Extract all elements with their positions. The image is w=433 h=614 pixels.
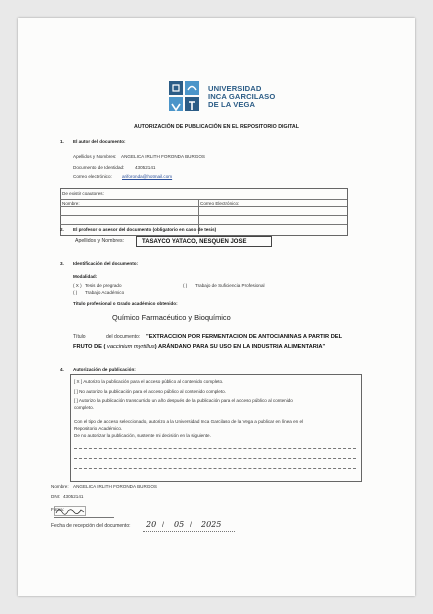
footer-signature-label: Firma: [51, 507, 65, 512]
auth-option2: [ ] No autorizo la publicación para el acceso público al contenido completo. [74, 389, 226, 394]
modality-option3-mark: ( ) [73, 290, 78, 295]
logo-line2: INCA GARCILASO [208, 92, 276, 102]
doc-title-sublabel: del documento: [106, 334, 141, 340]
degree-label: Título profesional o Grado académico obtenido: [73, 301, 178, 306]
footer-dni-value: 43052141 [63, 494, 84, 499]
handwritten-signature [54, 506, 86, 516]
date-separator: / [190, 522, 192, 529]
doc-title-line2 [73, 344, 325, 350]
auth-option1: [ X ] Autorizo la publicación para el acceso público al contenido completo. [74, 379, 224, 384]
coauthors-title: De existir coautores: [62, 191, 104, 196]
author-name-label: Apellidos y Nombres: [73, 154, 117, 159]
university-logo [168, 80, 288, 120]
reason-line [74, 458, 356, 459]
modality-option2-mark: ( ) [183, 283, 188, 288]
author-id-label: Documento de Identidad: [73, 165, 125, 170]
author-id-value: 43052141 [135, 165, 156, 170]
section4-title: Autorización de publicación: [73, 367, 136, 372]
author-name-value: ANGELICA IRLITH FORONDA BURGOS [121, 154, 205, 159]
table-divider [60, 199, 347, 200]
reason-line [74, 468, 356, 469]
reason-line [74, 448, 356, 449]
author-email-label: Correo electrónico: [73, 174, 112, 179]
section3-title: Identificación del documento: [73, 261, 139, 266]
coauthors-email-header: Correo Electrónico: [200, 201, 240, 206]
modality-option1: Tesis de pregrado [85, 283, 122, 288]
document-heading: AUTORIZACIÓN DE PUBLICACIÓN EN EL REPOSITORIO DIGITAL [134, 124, 299, 130]
footer-dni-label: DNI: [51, 494, 61, 499]
footer-name-label: Nombre: [51, 484, 69, 489]
section2-number: 2. [60, 227, 64, 232]
table-divider [60, 215, 347, 216]
auth-note-line2: Repositorio Académico. [74, 426, 123, 431]
advisor-name-label: Apellidos y Nombres: [75, 238, 125, 244]
footer-name-value: ANGELICA IRLITH FORONDA BURGOS [73, 484, 157, 489]
section3-number: 3. [60, 261, 64, 266]
doc-title-part-c: ) ARÁNDANO PARA SU USO EN LA INDUSTRIA ALIMENTARIA" [154, 344, 326, 350]
date-underline [143, 531, 235, 532]
date-separator: / [162, 522, 164, 529]
university-shield-icon [168, 80, 202, 114]
modality-option3: Trabajo Académico [85, 290, 125, 295]
section1-title: El autor del documento: [73, 139, 126, 144]
auth-option3-line1: [ ] Autorizo la publicación transcurrido un año después de la publicación para el acceso público al contenido [74, 398, 293, 403]
degree-value: Químico Farmacéutico y Bioquímico [112, 313, 231, 322]
coauthors-name-header: Nombre: [62, 201, 80, 206]
doc-title-part-b: FRUTO DE ( [73, 344, 106, 350]
logo-line1: UNIVERSIDAD [208, 84, 262, 93]
modality-label: Modalidad: [73, 274, 98, 279]
doc-title-label: Título [73, 334, 86, 340]
footer-date-label: Fecha de recepción del documento: [51, 523, 131, 529]
section1-number: 1. [60, 139, 64, 144]
signature-line [54, 517, 114, 518]
section2-title: El profesor o asesor del documento (obligatorio en caso de tesis) [73, 227, 217, 232]
section4-number: 4. [60, 367, 64, 372]
footer-date-year: 2025 [201, 520, 222, 529]
footer-date-month: 05 [174, 520, 185, 529]
university-name [208, 85, 275, 110]
footer-date-day: 20 [146, 520, 157, 529]
table-divider [60, 224, 347, 225]
doc-title-italic: vaccinium myrtillus [105, 344, 155, 350]
auth-note-line1: Con el tipo de acceso seleccionado, autorizo a la Universidad Inca Garcilaso de la Vega a publicar en línea en el [74, 419, 304, 424]
table-divider [60, 206, 347, 207]
advisor-name-value: TASAYCO YATACO, NESQUEN JOSE [136, 236, 272, 247]
modality-option1-mark: ( X ) [73, 283, 82, 288]
doc-title-line1: "EXTRACCION POR FERMENTACION DE ANTOCIANINAS A PARTIR DEL [146, 334, 343, 340]
modality-option2: Trabajo de Suficiencia Profesional [195, 283, 265, 288]
author-email-value: ariforonda@hotmail.com [122, 174, 173, 179]
logo-line3: DE LA VEGA [208, 100, 256, 110]
auth-note-line3: De no autorizar la publicación, sustente mi decisión en la siguiente. [74, 433, 211, 438]
document-page [18, 18, 415, 596]
auth-option3-line2: completo. [74, 405, 94, 410]
